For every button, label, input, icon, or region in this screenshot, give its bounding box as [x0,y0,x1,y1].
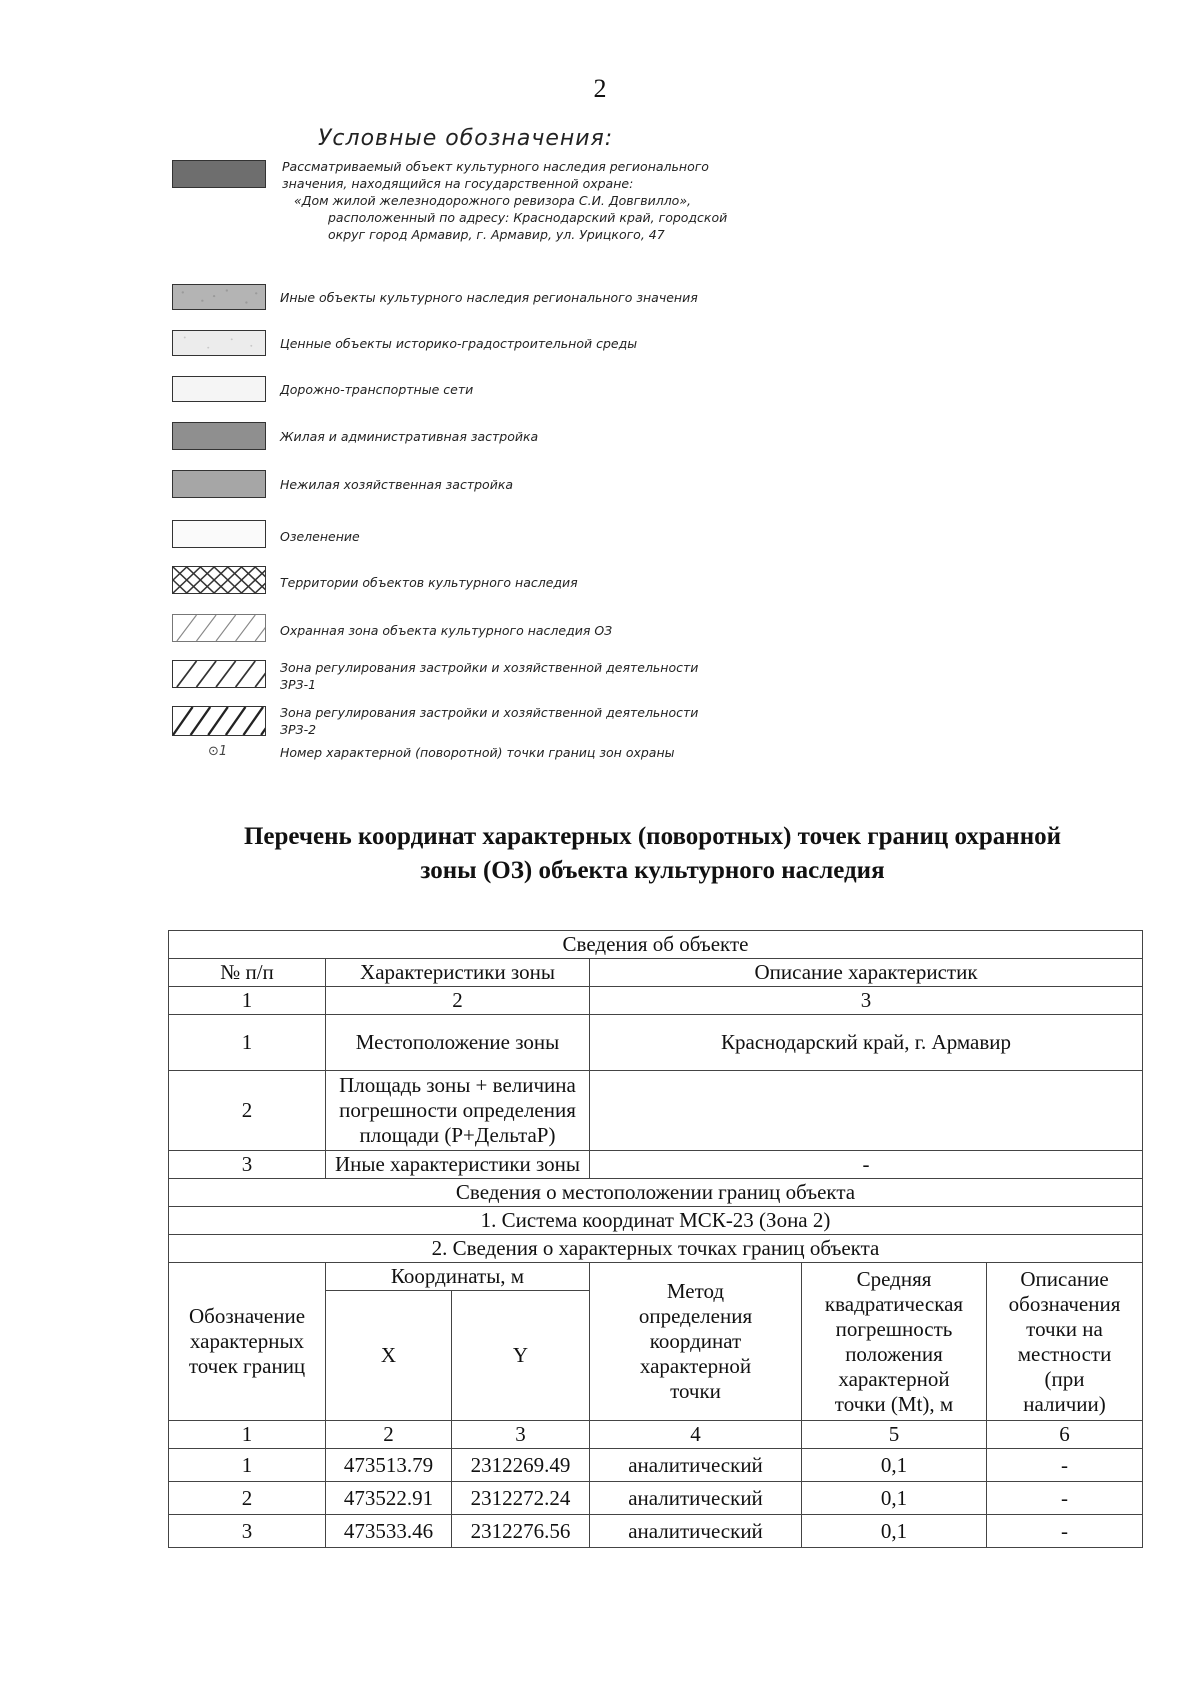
location-title: Сведения о местоположении границ объекта [169,1179,1143,1207]
header-x: X [326,1291,452,1421]
header-coords: Координаты, м [326,1263,590,1291]
legend-text-greenery: Озеленение [280,529,360,544]
header-error: Средняя квадратическая погрешность положения характерной точки (Mt), м [802,1263,987,1421]
point-mt: 0,1 [802,1449,987,1482]
legend-text-valuable-objects: Ценные объекты историко-градостроительной среды [280,336,638,351]
legend-text-residential: Жилая и административная застройка [280,429,539,444]
point-x: 473522.91 [326,1482,452,1515]
legend-text-non-residential: Нежилая хозяйственная застройка [280,477,514,492]
index-cell: 5 [802,1421,987,1449]
legend-text-heritage-territories: Территории объектов культурного наследия [280,575,578,590]
index-cell: 6 [987,1421,1143,1449]
header-designation: Обозначение характерных точек границ [169,1263,326,1421]
point-id: 2 [169,1482,326,1515]
index-cell: 4 [590,1421,802,1449]
document-heading: Перечень координат характерных (поворотных) точек границ охранной зоны (ОЗ) объекта культурного наследия [243,823,1062,884]
point-marker-icon: ⊙1 [208,744,228,759]
row-name: Площадь зоны + величина погрешности определения площади (P+ДельтаP) [326,1071,590,1151]
swatch-protective-zone [172,614,266,642]
point-x: 473513.79 [326,1449,452,1482]
header-num: № п/п [169,959,326,987]
swatch-zrz2 [172,706,266,736]
point-y: 2312272.24 [452,1482,590,1515]
row-num: 2 [169,1071,326,1151]
point-mt: 0,1 [802,1515,987,1548]
legend-title: Условные обозначения: [318,126,614,151]
index-cell: 1 [169,1421,326,1449]
header-description: Описание характеристик [590,959,1143,987]
point-x: 473533.46 [326,1515,452,1548]
header-y: Y [452,1291,590,1421]
swatch-zrz1 [172,660,266,688]
swatch-main-object [172,160,266,188]
row-value: - [590,1151,1143,1179]
index-cell: 3 [590,987,1143,1015]
index-cell: 1 [169,987,326,1015]
table-row [169,1151,1143,1179]
header-desc: Описание обозначения точки на местности (при наличии) [987,1263,1143,1421]
swatch-residential [172,422,266,450]
legend-text-zrz1: Зона регулирования застройки и хозяйственной деятельности ЗРЗ-1 [280,660,699,692]
object-info-title: Сведения об объекте [169,931,1143,959]
swatch-heritage-territories [172,566,266,594]
table-row [169,1515,1143,1548]
legend-text-protective-zone: Охранная зона объекта культурного наследия ОЗ [280,623,613,638]
row-value [590,1071,1143,1151]
point-id: 3 [169,1515,326,1548]
point-desc: - [987,1482,1143,1515]
row-name: Иные характеристики зоны [326,1151,590,1179]
row-num: 3 [169,1151,326,1179]
point-method: аналитический [590,1515,802,1548]
point-desc: - [987,1449,1143,1482]
legend-text-main-object: Рассматриваемый объект культурного наследия регионального значения, находящийся на государственной охране: «Дом жилой железнодорожного ревизора С.И. Довгвилло», расположенный по адресу: Краснодарский край, городской округ город Армавир, г. Армавир, ул. Урицкого, 47 [282,159,728,242]
point-y: 2312276.56 [452,1515,590,1548]
index-cell: 3 [452,1421,590,1449]
point-method: аналитический [590,1482,802,1515]
point-id: 1 [169,1449,326,1482]
index-cell: 2 [326,1421,452,1449]
header-method: Метод определения координат характерной точки [590,1263,802,1421]
swatch-other-heritage [172,284,266,310]
legend-text-zrz2: Зона регулирования застройки и хозяйственной деятельности ЗРЗ-2 [280,705,699,737]
points-title: 2. Сведения о характерных точках границ объекта [169,1235,1143,1263]
legend-text-point: Номер характерной (поворотной) точки границ зон охраны [280,745,675,760]
swatch-greenery [172,520,266,548]
index-cell: 2 [326,987,590,1015]
coordinates-table [168,930,1143,1548]
swatch-valuable-objects [172,330,266,356]
legend-text-roads: Дорожно-транспортные сети [280,382,474,397]
table-row [169,1071,1143,1151]
page-number: 2 [593,74,607,103]
row-value: Краснодарский край, г. Армавир [590,1015,1143,1071]
header-characteristics: Характеристики зоны [326,959,590,987]
table-row [169,1015,1143,1071]
point-mt: 0,1 [802,1482,987,1515]
point-y: 2312269.49 [452,1449,590,1482]
table-row [169,1449,1143,1482]
point-desc: - [987,1515,1143,1548]
legend-text-other-heritage: Иные объекты культурного наследия регионального значения [280,290,698,305]
row-num: 1 [169,1015,326,1071]
table-row [169,1482,1143,1515]
swatch-roads [172,376,266,402]
row-name: Местоположение зоны [326,1015,590,1071]
point-method: аналитический [590,1449,802,1482]
swatch-non-residential [172,470,266,498]
coord-system: 1. Система координат МСК-23 (Зона 2) [169,1207,1143,1235]
